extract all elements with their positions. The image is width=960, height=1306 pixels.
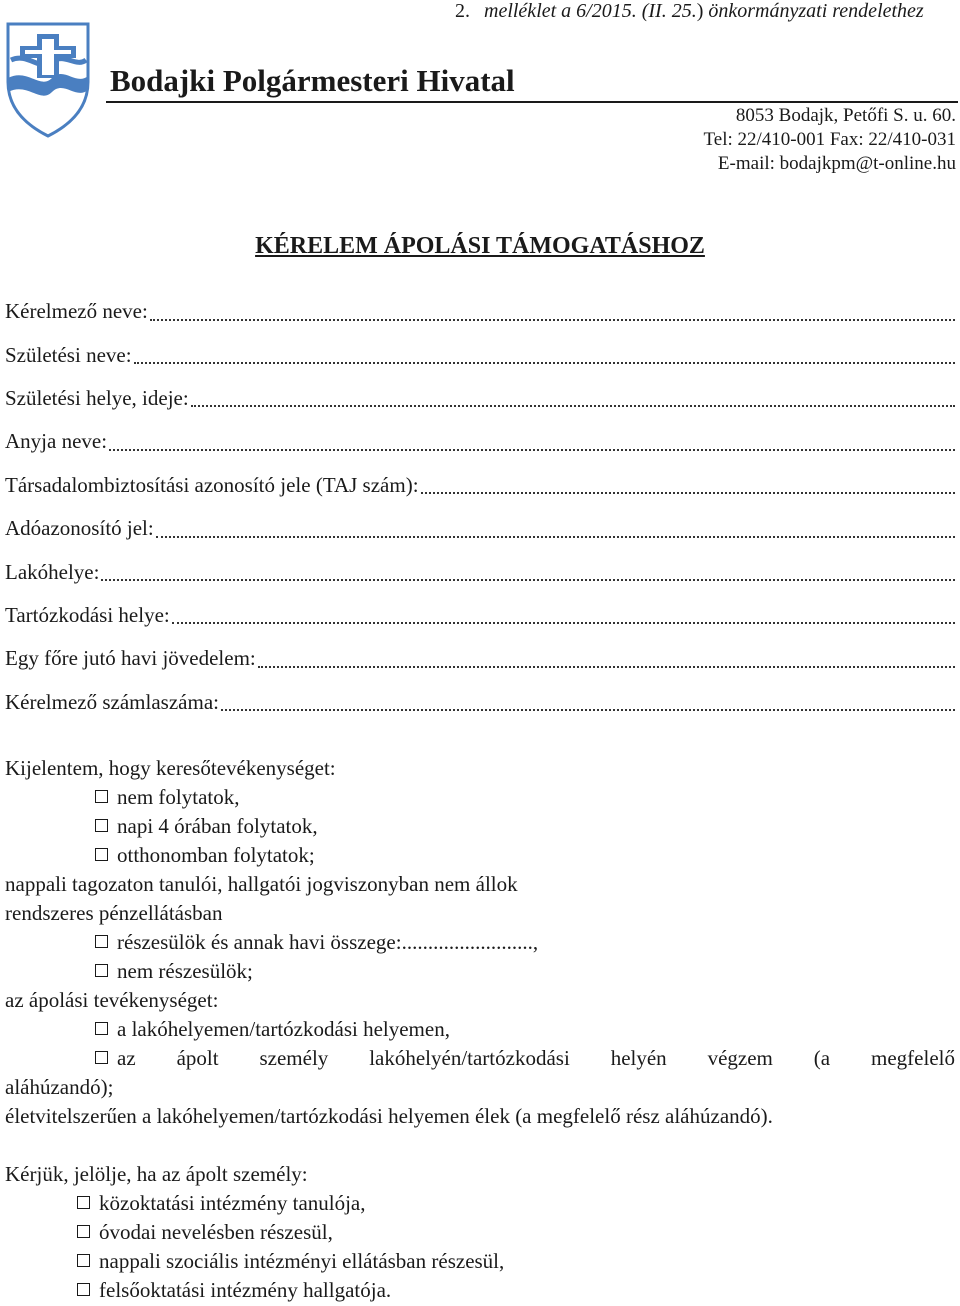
declaration-intro: Kijelentem, hogy keresőtevékenységet: bbox=[5, 756, 336, 780]
option-label: nappali szociális intézményi ellátásban részesül, bbox=[99, 1249, 505, 1273]
coat-of-arms-icon bbox=[4, 20, 92, 138]
option-label: részesülök és annak havi összege:........................., bbox=[117, 930, 539, 954]
office-name: Bodajki Polgármesteri Hivatal bbox=[110, 63, 515, 98]
field-label: Társadalombiztosítási azonosító jele (TAJ szám): bbox=[5, 472, 419, 497]
fill-line[interactable] bbox=[191, 389, 955, 407]
stay-address-field[interactable] bbox=[5, 594, 955, 637]
residence-field[interactable] bbox=[5, 550, 955, 593]
bank-account-field[interactable] bbox=[5, 681, 955, 724]
office-phone-fax: Tel: 22/410-001 Fax: 22/410-031 bbox=[703, 129, 956, 150]
annex-reference bbox=[455, 0, 924, 23]
field-label: Kérelmező számlaszáma: bbox=[5, 689, 219, 714]
fill-line[interactable] bbox=[221, 693, 955, 711]
field-label: Kérelmező neve: bbox=[5, 299, 148, 324]
option-word: az bbox=[117, 1046, 136, 1070]
field-label: Születési helye, ideje: bbox=[5, 385, 189, 410]
checkbox-icon[interactable] bbox=[77, 1254, 90, 1267]
applicant-name-field[interactable] bbox=[5, 290, 955, 333]
checkbox-icon[interactable] bbox=[95, 848, 108, 861]
field-label: Anyja neve: bbox=[5, 429, 108, 454]
option-word: lakóhelyén/tartózkodási bbox=[369, 1046, 570, 1070]
field-label: Születési neve: bbox=[5, 342, 132, 367]
option-word: megfelelő bbox=[871, 1046, 955, 1070]
fill-line[interactable] bbox=[172, 606, 955, 624]
annex-number: 2. bbox=[455, 0, 470, 22]
student-status-line: nappali tagozaton tanulói, hallgatói jogviszonyban nem állok bbox=[5, 872, 518, 896]
birth-place-date-field[interactable] bbox=[5, 377, 955, 420]
office-contact bbox=[703, 104, 956, 176]
patient-intro: Kérjük, jelölje, ha az ápolt személy: bbox=[5, 1162, 308, 1186]
checkbox-option[interactable] bbox=[5, 1044, 955, 1073]
fill-line[interactable] bbox=[109, 433, 955, 451]
taj-number-field[interactable] bbox=[5, 464, 955, 507]
option-label: a lakóhelyemen/tartózkodási helyemen, bbox=[117, 1017, 450, 1041]
checkbox-icon[interactable] bbox=[95, 819, 108, 832]
page-title: KÉRELEM ÁPOLÁSI TÁMOGATÁSHOZ bbox=[255, 233, 705, 259]
mother-name-field[interactable] bbox=[5, 420, 955, 463]
checkbox-option[interactable] bbox=[5, 957, 955, 986]
field-label: Egy főre jutó havi jövedelem: bbox=[5, 646, 256, 671]
annex-text-end: önkormányzati rendelethez bbox=[703, 0, 924, 22]
annex-paren: ) bbox=[696, 0, 704, 22]
field-label: Tartózkodási helye: bbox=[5, 602, 170, 627]
spacer bbox=[5, 1131, 955, 1160]
declaration-section bbox=[5, 754, 955, 1305]
option-label: nem folytatok, bbox=[117, 785, 240, 809]
fill-line[interactable] bbox=[134, 346, 955, 364]
fill-line[interactable] bbox=[421, 476, 955, 494]
benefit-line: rendszeres pénzellátásban bbox=[5, 901, 223, 925]
birth-name-field[interactable] bbox=[5, 333, 955, 376]
checkbox-option[interactable] bbox=[5, 1015, 955, 1044]
option-continuation: aláhúzandó); bbox=[5, 1075, 114, 1099]
checkbox-option[interactable] bbox=[5, 812, 955, 841]
checkbox-option[interactable] bbox=[5, 783, 955, 812]
checkbox-option[interactable] bbox=[5, 1247, 955, 1276]
field-label: Lakóhelye: bbox=[5, 559, 100, 584]
checkbox-icon[interactable] bbox=[95, 964, 108, 977]
option-word: személy bbox=[259, 1046, 329, 1070]
option-label: otthonomban folytatok; bbox=[117, 843, 315, 867]
fill-line[interactable] bbox=[101, 563, 955, 581]
fill-line[interactable] bbox=[258, 650, 955, 668]
field-label: Adóazonosító jel: bbox=[5, 516, 154, 541]
care-intro: az ápolási tevékenységet: bbox=[5, 988, 219, 1012]
fill-line[interactable] bbox=[156, 520, 955, 538]
office-email: E-mail: bodajkpm@t-online.hu bbox=[717, 153, 956, 174]
option-label: közoktatási intézmény tanulója, bbox=[99, 1191, 366, 1215]
option-word: (a bbox=[813, 1046, 831, 1070]
checkbox-option[interactable] bbox=[5, 1218, 955, 1247]
option-word: helyén bbox=[610, 1046, 667, 1070]
header-divider bbox=[106, 101, 958, 103]
option-label: óvodai nevelésben részesül, bbox=[99, 1220, 333, 1244]
checkbox-icon[interactable] bbox=[95, 1022, 108, 1035]
checkbox-option[interactable] bbox=[5, 1276, 955, 1305]
lifestyle-line: életvitelszerűen a lakóhelyemen/tartózkodási helyemen élek (a megfelelő rész aláhúzandó). bbox=[5, 1104, 773, 1128]
checkbox-icon[interactable] bbox=[77, 1283, 90, 1296]
income-per-capita-field[interactable] bbox=[5, 637, 955, 680]
fill-line[interactable] bbox=[150, 303, 955, 321]
checkbox-icon[interactable] bbox=[77, 1196, 90, 1209]
checkbox-icon[interactable] bbox=[95, 935, 108, 948]
checkbox-icon[interactable] bbox=[77, 1225, 90, 1238]
option-label: felsőoktatási intézmény hallgatója. bbox=[99, 1278, 392, 1302]
tax-id-field[interactable] bbox=[5, 507, 955, 550]
option-label: nem részesülök; bbox=[117, 959, 253, 983]
checkbox-icon[interactable] bbox=[95, 790, 108, 803]
option-word: végzem bbox=[707, 1046, 773, 1070]
option-label: napi 4 órában folytatok, bbox=[117, 814, 318, 838]
annex-text: melléklet a 6/2015. (II. 25. bbox=[484, 0, 697, 22]
office-address: 8053 Bodajk, Petőfi S. u. 60. bbox=[735, 105, 956, 126]
checkbox-icon[interactable] bbox=[95, 1051, 108, 1064]
checkbox-option[interactable] bbox=[5, 1189, 955, 1218]
checkbox-option[interactable] bbox=[5, 928, 955, 957]
checkbox-option[interactable] bbox=[5, 841, 955, 870]
option-word: ápolt bbox=[176, 1046, 219, 1070]
applicant-fields bbox=[5, 290, 955, 724]
